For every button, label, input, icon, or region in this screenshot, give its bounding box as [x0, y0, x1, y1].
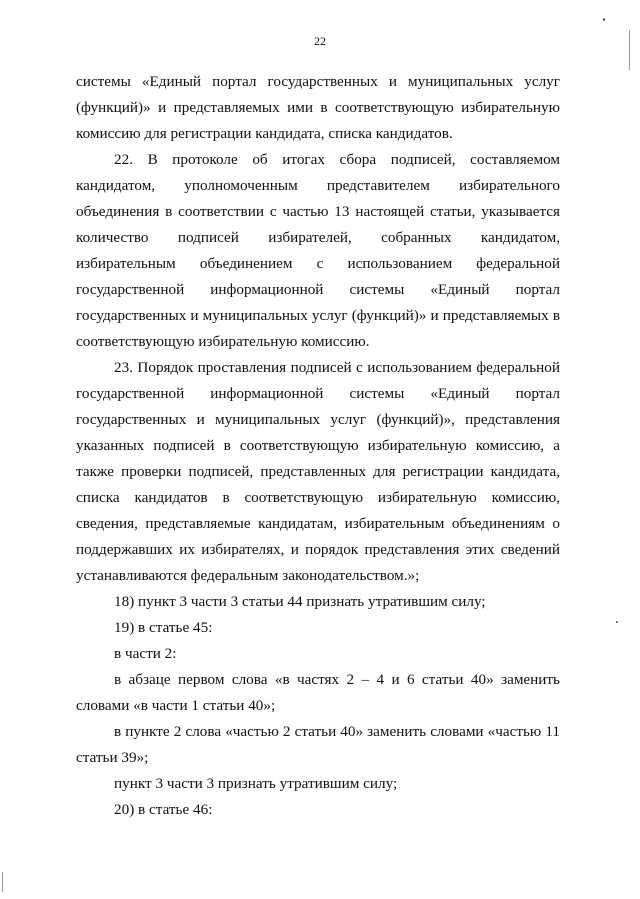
paragraph-item-19: 19) в статье 45: — [114, 619, 213, 636]
paragraph-abzats-first: в абзаце первом слова «в частях 2 – 4 и 6 статьи 40» заменить словами «в части 1 статьи 40»; — [76, 671, 560, 714]
paragraph-item-20: 20) в статье 46: — [114, 801, 213, 818]
paragraph-item-22: 22. В протоколе об итогах сбора подписей, составляемом кандидатом, уполномоченным представителем избирательного объединения в соответствии с частью 13 настоящей статьи, указывается количество подписей избирателей, собранных кандидатом, избирательным объединением с использованием федеральной государственной информационной системы «Единый портал государственных и муниципальных услуг (функций)» и представляемых в соответствующую избирательную комиссию. — [76, 151, 560, 350]
paragraph-item-18: 18) пункт 3 части 3 статьи 44 признать утратившим силу; — [114, 593, 486, 610]
paragraph-punkt-3: пункт 3 части 3 признать утратившим силу; — [114, 775, 398, 792]
page-number: 22 — [314, 34, 326, 48]
paragraph-punkt-2: в пункте 2 слова «частью 2 статьи 40» заменить словами «частью 11 статьи 39»; — [76, 723, 560, 766]
paragraph-item-23: 23. Порядок проставления подписей с использованием федеральной государственной информационной системы «Единый портал государственных и муниципальных услуг (функций)», представления указанных подписей в соответствующую избирательную комиссию, а также проверки подписей, представленных для регистрации кандидата, списка кандидатов в соответствующую избирательную комиссию, сведения, представляемые кандидатам, избирательным объединениям о поддержавших их избирателях, и порядок представления этих сведений устанавливаются федеральным законодательством.»; — [76, 359, 560, 584]
scan-edge-mark — [2, 872, 3, 892]
scan-speck — [616, 621, 618, 623]
document-body — [76, 69, 560, 823]
scan-edge-mark — [629, 30, 630, 70]
paragraph-continuation: системы «Единый портал государственных и муниципальных услуг (функций)» и представляемых ими в соответствующую избирательную комиссию для регистрации кандидата, списка кандидатов. — [76, 73, 560, 142]
scan-speck — [603, 18, 605, 21]
paragraph-part-2: в части 2: — [114, 645, 177, 662]
